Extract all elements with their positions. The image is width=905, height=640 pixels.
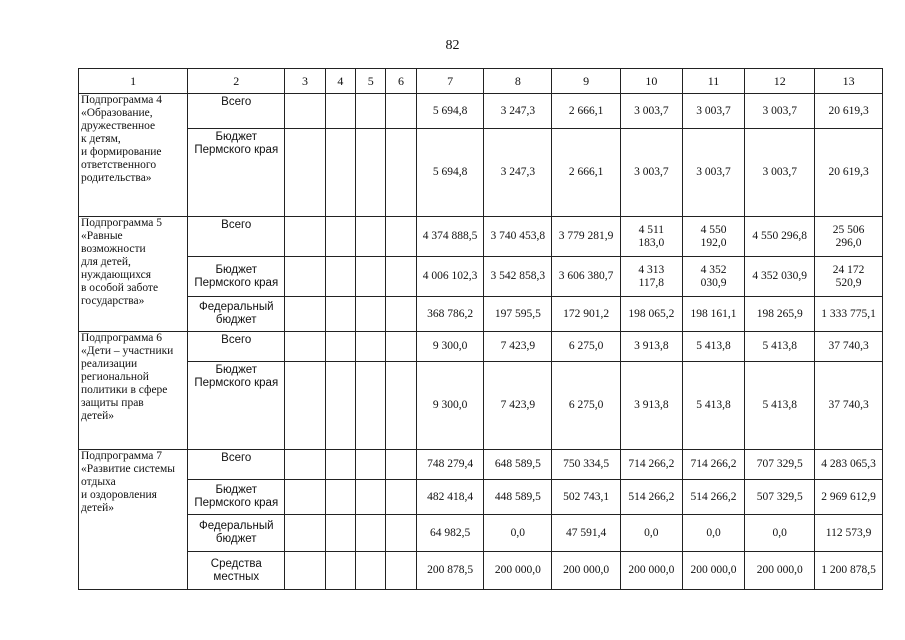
value-cell: 1 333 775,1 [815, 297, 883, 332]
empty-cell [325, 480, 355, 515]
col-header: 3 [285, 69, 325, 94]
empty-cell [356, 450, 386, 480]
value-cell: 200 000,0 [745, 552, 815, 590]
value-cell: 3 003,7 [745, 129, 815, 217]
program-title-line: возможности [81, 243, 146, 255]
value-cell: 4 313 117,8 [620, 257, 682, 297]
table-row [79, 257, 883, 297]
value-cell: 482 418,4 [416, 480, 484, 515]
program-title-line: ответственного [81, 159, 157, 171]
funding-source: Всего [188, 332, 285, 362]
program-title-line: и оздоровления [81, 489, 157, 501]
value-cell: 507 329,5 [745, 480, 815, 515]
value-cell: 750 334,5 [552, 450, 621, 480]
value-cell: 24 172 520,9 [815, 257, 883, 297]
empty-cell [386, 217, 416, 257]
col-header: 13 [815, 69, 883, 94]
funding-source: Всего [188, 450, 285, 480]
value-cell: 200 000,0 [620, 552, 682, 590]
value-cell: 3 003,7 [745, 94, 815, 129]
value-cell: 0,0 [484, 515, 552, 552]
value-cell: 2 666,1 [552, 129, 621, 217]
program-title-line: «Развитие системы [81, 463, 176, 475]
empty-cell [325, 332, 355, 362]
value-cell: 3 740 453,8 [484, 217, 552, 257]
value-cell: 714 266,2 [620, 450, 682, 480]
empty-cell [325, 515, 355, 552]
empty-cell [285, 332, 325, 362]
value-cell: 3 003,7 [620, 94, 682, 129]
value-cell: 3 003,7 [682, 94, 745, 129]
empty-cell [325, 297, 355, 332]
value-cell: 6 275,0 [552, 332, 621, 362]
empty-cell [356, 257, 386, 297]
col-header: 6 [386, 69, 416, 94]
funding-source: Бюджет Пермского края [188, 362, 285, 450]
value-cell: 514 266,2 [682, 480, 745, 515]
value-cell: 3 247,3 [484, 94, 552, 129]
value-cell: 9 300,0 [416, 362, 484, 450]
funding-source: Бюджет Пермского края [188, 129, 285, 217]
value-cell: 4 352 030,9 [745, 257, 815, 297]
col-header: 2 [188, 69, 285, 94]
col-header: 7 [416, 69, 484, 94]
funding-source: Всего [188, 94, 285, 129]
budget-table [78, 68, 883, 590]
page-number: 82 [445, 38, 460, 53]
empty-cell [285, 480, 325, 515]
funding-source: Средства местных [188, 552, 285, 590]
empty-cell [356, 362, 386, 450]
program-title [79, 217, 188, 332]
empty-cell [356, 129, 386, 217]
value-cell: 200 000,0 [484, 552, 552, 590]
empty-cell [325, 362, 355, 450]
funding-source: Федеральный бюджет [188, 515, 285, 552]
value-cell: 0,0 [620, 515, 682, 552]
value-cell: 4 511 183,0 [620, 217, 682, 257]
empty-cell [325, 257, 355, 297]
empty-cell [285, 129, 325, 217]
empty-cell [386, 94, 416, 129]
value-cell: 0,0 [682, 515, 745, 552]
empty-cell [285, 217, 325, 257]
empty-cell [356, 217, 386, 257]
empty-cell [386, 450, 416, 480]
value-cell: 25 506 296,0 [815, 217, 883, 257]
program-title-line: реализации [81, 358, 138, 370]
program-title-line: государства» [81, 295, 145, 307]
empty-cell [356, 297, 386, 332]
program-title-line: защиты прав [81, 397, 144, 409]
empty-cell [285, 94, 325, 129]
program-title-line: дружественное [81, 120, 156, 132]
value-cell: 200 878,5 [416, 552, 484, 590]
value-cell: 3 542 858,3 [484, 257, 552, 297]
funding-source: Бюджет Пермского края [188, 480, 285, 515]
program-title-line: «Дети – участники [81, 345, 174, 357]
value-cell: 47 591,4 [552, 515, 621, 552]
value-cell: 4 006 102,3 [416, 257, 484, 297]
value-cell: 448 589,5 [484, 480, 552, 515]
table-row [79, 450, 883, 480]
value-cell: 172 901,2 [552, 297, 621, 332]
value-cell: 4 352 030,9 [682, 257, 745, 297]
value-cell: 5 413,8 [682, 362, 745, 450]
funding-source: Бюджет Пермского края [188, 257, 285, 297]
value-cell: 37 740,3 [815, 362, 883, 450]
program-title-line: «Образование, [81, 107, 153, 119]
value-cell: 2 666,1 [552, 94, 621, 129]
table-row [79, 552, 883, 590]
program-title-line: детей» [81, 502, 114, 514]
value-cell: 3 779 281,9 [552, 217, 621, 257]
empty-cell [386, 129, 416, 217]
value-cell: 20 619,3 [815, 94, 883, 129]
value-cell: 200 000,0 [552, 552, 621, 590]
program-title-line: для детей, [81, 256, 131, 268]
value-cell: 4 374 888,5 [416, 217, 484, 257]
empty-cell [285, 552, 325, 590]
empty-cell [356, 94, 386, 129]
col-header: 5 [356, 69, 386, 94]
header-row [79, 69, 883, 94]
program-title-line: региональной [81, 371, 149, 383]
empty-cell [285, 515, 325, 552]
empty-cell [325, 450, 355, 480]
value-cell: 5 694,8 [416, 94, 484, 129]
table-row [79, 297, 883, 332]
col-header: 9 [552, 69, 621, 94]
program-title-line: «Равные [81, 230, 123, 242]
table-row [79, 94, 883, 129]
program-title-line: нуждающихся [81, 269, 152, 281]
program-title [79, 450, 188, 590]
program-title-line: политики в сфере [81, 384, 168, 396]
value-cell: 2 969 612,9 [815, 480, 883, 515]
empty-cell [285, 257, 325, 297]
value-cell: 112 573,9 [815, 515, 883, 552]
empty-cell [356, 515, 386, 552]
value-cell: 3 913,8 [620, 362, 682, 450]
value-cell: 748 279,4 [416, 450, 484, 480]
value-cell: 1 200 878,5 [815, 552, 883, 590]
value-cell: 3 247,3 [484, 129, 552, 217]
empty-cell [386, 297, 416, 332]
value-cell: 5 694,8 [416, 129, 484, 217]
program-title-line: Подпрограмма 4 [81, 94, 163, 106]
empty-cell [325, 217, 355, 257]
value-cell: 0,0 [745, 515, 815, 552]
col-header: 4 [325, 69, 355, 94]
program-title-line: и формирование [81, 146, 162, 158]
value-cell: 198 265,9 [745, 297, 815, 332]
table-row [79, 129, 883, 217]
col-header: 8 [484, 69, 552, 94]
col-header: 11 [682, 69, 745, 94]
program-title [79, 94, 188, 217]
value-cell: 7 423,9 [484, 362, 552, 450]
program-title-line: Подпрограмма 7 [81, 450, 163, 462]
funding-source: Всего [188, 217, 285, 257]
empty-cell [285, 450, 325, 480]
value-cell: 368 786,2 [416, 297, 484, 332]
value-cell: 37 740,3 [815, 332, 883, 362]
col-header: 12 [745, 69, 815, 94]
col-header: 1 [79, 69, 188, 94]
value-cell: 648 589,5 [484, 450, 552, 480]
value-cell: 502 743,1 [552, 480, 621, 515]
program-title-line: родительства» [81, 172, 152, 184]
funding-source: Федеральный бюджет [188, 297, 285, 332]
empty-cell [356, 332, 386, 362]
empty-cell [386, 257, 416, 297]
empty-cell [386, 480, 416, 515]
value-cell: 200 000,0 [682, 552, 745, 590]
empty-cell [356, 552, 386, 590]
value-cell: 6 275,0 [552, 362, 621, 450]
program-title-line: к детям, [81, 133, 121, 145]
table-row [79, 515, 883, 552]
empty-cell [325, 94, 355, 129]
value-cell: 4 550 296,8 [745, 217, 815, 257]
value-cell: 7 423,9 [484, 332, 552, 362]
program-title-line: в особой заботе [81, 282, 159, 294]
value-cell: 3 606 380,7 [552, 257, 621, 297]
value-cell: 198 161,1 [682, 297, 745, 332]
value-cell: 514 266,2 [620, 480, 682, 515]
value-cell: 714 266,2 [682, 450, 745, 480]
program-title-line: Подпрограмма 6 [81, 332, 163, 344]
value-cell: 5 413,8 [745, 332, 815, 362]
table-row [79, 332, 883, 362]
program-title [79, 332, 188, 450]
value-cell: 3 003,7 [682, 129, 745, 217]
value-cell: 4 550 192,0 [682, 217, 745, 257]
value-cell: 3 913,8 [620, 332, 682, 362]
empty-cell [285, 297, 325, 332]
value-cell: 198 065,2 [620, 297, 682, 332]
col-header: 10 [620, 69, 682, 94]
value-cell: 4 283 065,3 [815, 450, 883, 480]
empty-cell [386, 515, 416, 552]
program-title-line: отдыха [81, 476, 116, 488]
value-cell: 20 619,3 [815, 129, 883, 217]
value-cell: 9 300,0 [416, 332, 484, 362]
value-cell: 5 413,8 [745, 362, 815, 450]
empty-cell [285, 362, 325, 450]
value-cell: 707 329,5 [745, 450, 815, 480]
value-cell: 197 595,5 [484, 297, 552, 332]
table-row [79, 217, 883, 257]
value-cell: 64 982,5 [416, 515, 484, 552]
empty-cell [325, 129, 355, 217]
value-cell: 3 003,7 [620, 129, 682, 217]
program-title-line: детей» [81, 410, 114, 422]
empty-cell [325, 552, 355, 590]
empty-cell [386, 552, 416, 590]
program-title-line: Подпрограмма 5 [81, 217, 163, 229]
table-row [79, 362, 883, 450]
value-cell: 5 413,8 [682, 332, 745, 362]
empty-cell [386, 332, 416, 362]
table-row [79, 480, 883, 515]
empty-cell [386, 362, 416, 450]
empty-cell [356, 480, 386, 515]
